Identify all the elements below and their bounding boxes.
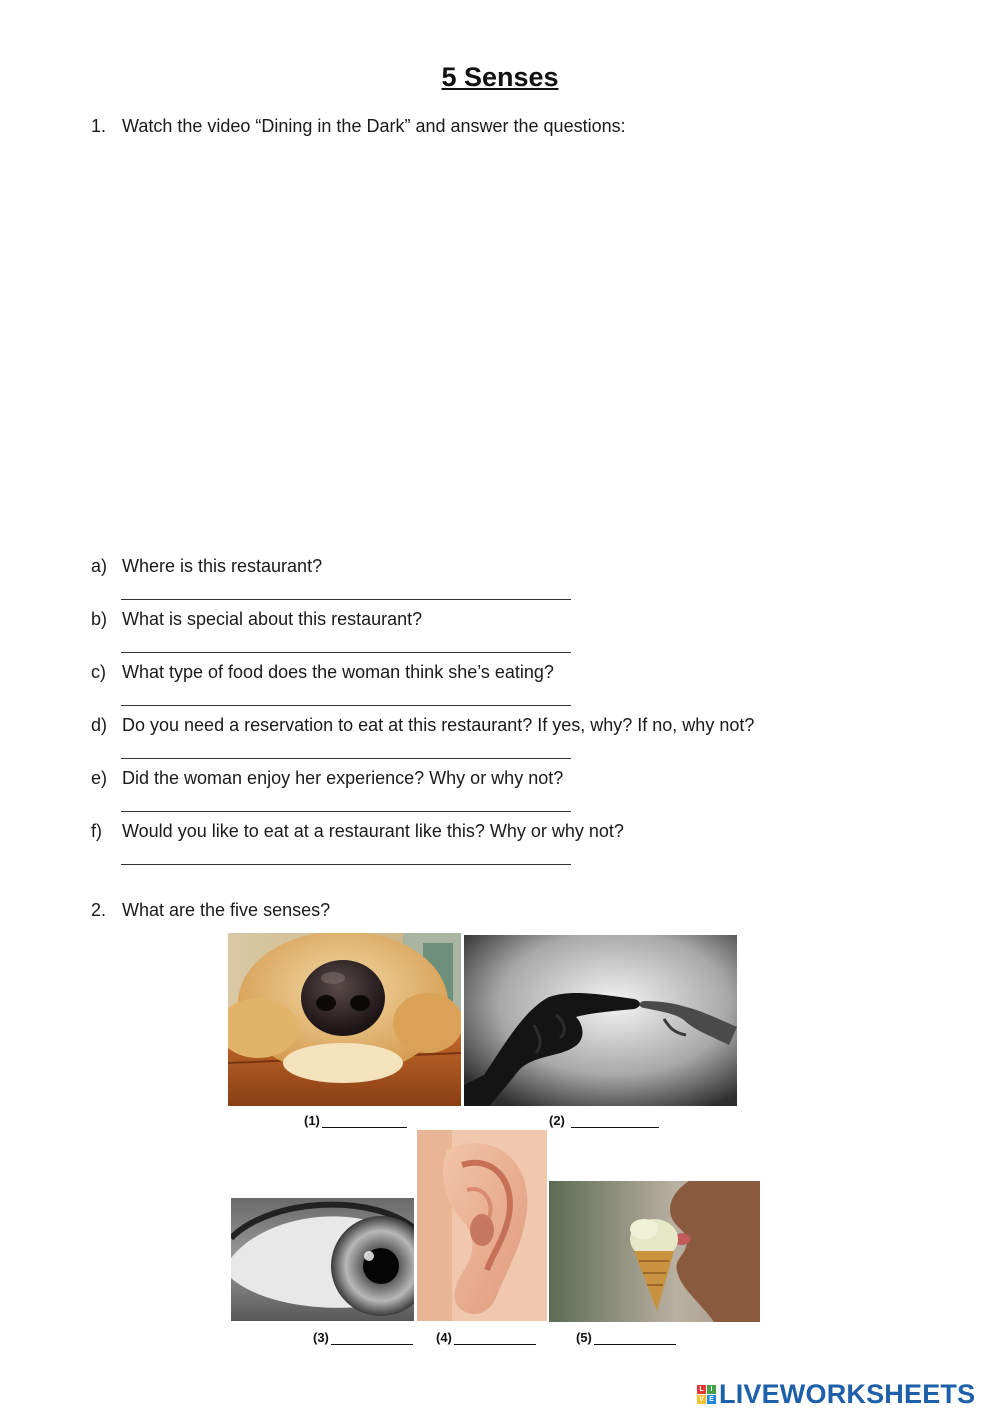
sub-question-f: [91, 821, 624, 842]
label-5-blank[interactable]: [594, 1332, 676, 1345]
label-3-text: (3): [313, 1330, 329, 1345]
sub-question-a: [91, 556, 322, 577]
question-1: [91, 116, 626, 137]
label-3-blank[interactable]: [331, 1332, 413, 1345]
question-1-text: Watch the video “Dining in the Dark” and answer the questions:: [122, 116, 626, 136]
sub-question-e: [91, 768, 563, 789]
sub-question-text: Where is this restaurant?: [122, 556, 323, 576]
answer-line-d[interactable]: [121, 758, 571, 759]
logo-square: V: [697, 1395, 706, 1404]
label-4-blank[interactable]: [454, 1332, 536, 1345]
touching-fingers-photo: [464, 935, 737, 1106]
label-1-blank[interactable]: [322, 1115, 407, 1128]
label-1-text: (1): [304, 1113, 320, 1128]
answer-line-a[interactable]: [121, 599, 571, 600]
answer-line-c[interactable]: [121, 705, 571, 706]
logo-squares-icon: [697, 1385, 716, 1404]
question-1-number: 1.: [91, 116, 107, 136]
sub-question-text: What type of food does the woman think she’s eating?: [122, 662, 554, 682]
answer-line-e[interactable]: [121, 811, 571, 812]
liveworksheets-logo: [697, 1376, 975, 1412]
question-2-number: 2.: [91, 900, 107, 920]
ear-photo: [417, 1130, 547, 1321]
sub-question-d: [91, 715, 754, 736]
sub-question-text: Do you need a reservation to eat at this restaurant? If yes, why? If no, why not?: [122, 715, 755, 735]
sub-question-c: [91, 662, 554, 683]
label-2-blank[interactable]: [571, 1115, 659, 1128]
answer-line-b[interactable]: [121, 652, 571, 653]
logo-square: I: [707, 1385, 716, 1394]
sub-question-letter: a): [91, 556, 108, 576]
logo-text: LIVEWORKSHEETS: [719, 1378, 976, 1409]
logo-square: E: [707, 1395, 716, 1404]
page-title: 5 Senses: [441, 62, 559, 92]
question-2: [91, 900, 330, 921]
label-1: [304, 1112, 407, 1128]
sub-question-letter: d): [91, 715, 108, 735]
dog-nose-photo: [228, 933, 461, 1106]
sub-question-text: Did the woman enjoy her experience? Why or why not?: [122, 768, 564, 788]
label-2: [549, 1112, 659, 1128]
sub-question-letter: f): [91, 821, 102, 841]
sub-question-letter: b): [91, 609, 108, 629]
logo-square: L: [697, 1385, 706, 1394]
sub-question-text: Would you like to eat at a restaurant like this? Why or why not?: [122, 821, 624, 841]
label-4-text: (4): [436, 1330, 452, 1345]
sub-question-letter: c): [91, 662, 106, 682]
sub-question-text: What is special about this restaurant?: [122, 609, 423, 629]
licking-ice-cream-photo: [549, 1181, 760, 1322]
label-2-text: (2): [549, 1113, 565, 1128]
question-2-text: What are the five senses?: [122, 900, 331, 920]
label-3: [313, 1329, 413, 1345]
sub-question-b: [91, 609, 422, 630]
eye-photo: [231, 1198, 414, 1321]
label-5-text: (5): [576, 1330, 592, 1345]
label-4: [436, 1329, 536, 1345]
label-5: [576, 1329, 676, 1345]
answer-line-f[interactable]: [121, 864, 571, 865]
sub-question-letter: e): [91, 768, 108, 788]
